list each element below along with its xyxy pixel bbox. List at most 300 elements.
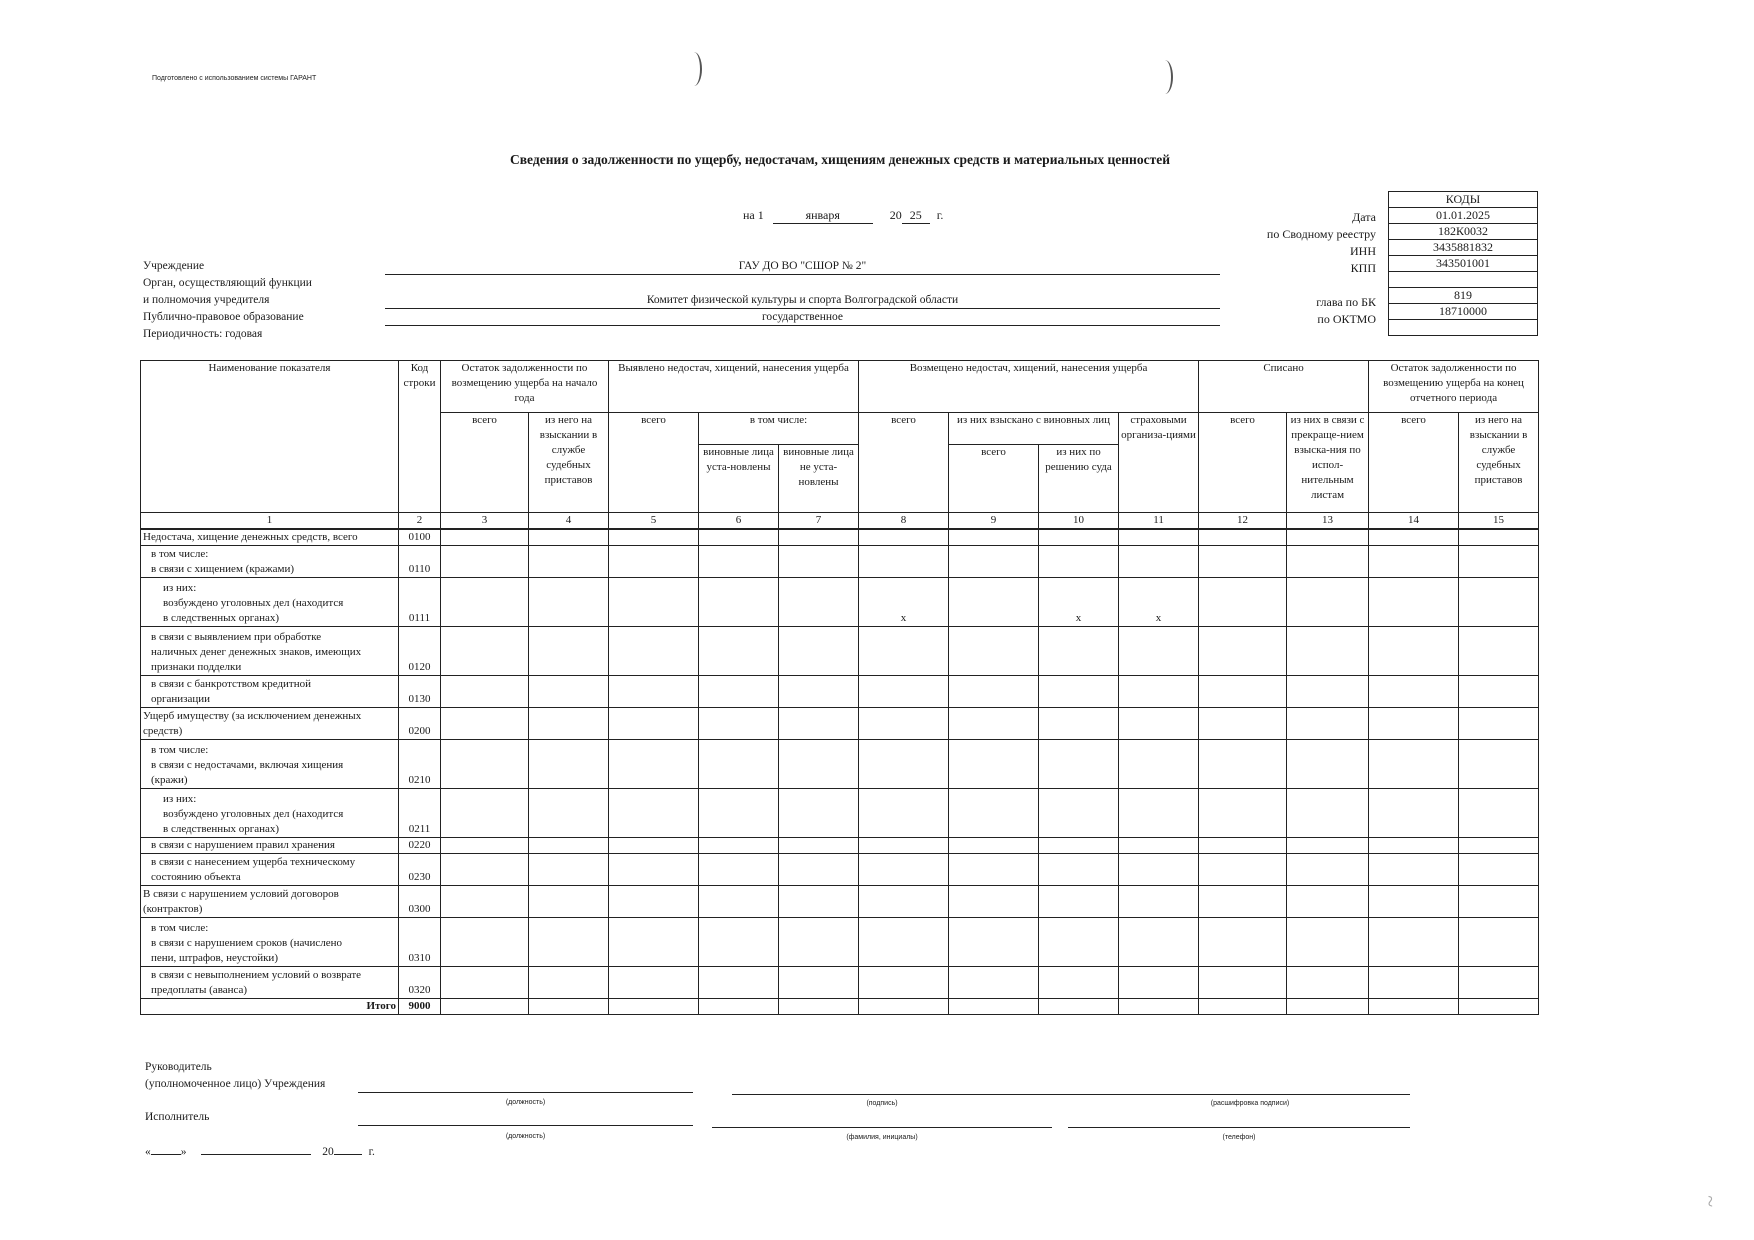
cell-not-applicable-mark: x xyxy=(859,578,949,627)
table-cell[interactable] xyxy=(609,967,699,999)
punch-hole-mark xyxy=(1157,60,1173,94)
table-cell[interactable] xyxy=(1039,789,1119,838)
caption-position-2: (должность) xyxy=(505,1133,546,1140)
executor-fio-line xyxy=(712,1126,1052,1128)
row-name: В связи с нарушением условий договоров (контрактов) xyxy=(141,886,399,918)
table-cell[interactable] xyxy=(1199,918,1287,967)
row-name: в связи с нанесением ущерба техническому состоянию объекта xyxy=(141,854,399,886)
col-header-written-off: Списано xyxy=(1199,361,1369,413)
table-cell[interactable] xyxy=(1287,676,1369,708)
table-cell[interactable] xyxy=(1199,854,1287,886)
pencil-page-mark: ~ xyxy=(1698,1195,1724,1207)
table-cell[interactable] xyxy=(1287,529,1369,546)
date-year-blank[interactable] xyxy=(334,1154,362,1155)
table-row xyxy=(141,918,1539,967)
table-cell[interactable] xyxy=(699,627,779,676)
col-number: 2 xyxy=(399,513,441,530)
date-g: г. xyxy=(368,1146,375,1158)
col-header-found: Выявлено недостач, хищений, нанесения ущерба xyxy=(609,361,859,413)
date-prefix: на 1 xyxy=(743,208,764,222)
table-cell[interactable] xyxy=(779,708,859,740)
table-cell[interactable] xyxy=(1459,789,1539,838)
table-cell[interactable] xyxy=(949,789,1039,838)
table-cell[interactable] xyxy=(609,529,699,546)
table-cell[interactable] xyxy=(1459,967,1539,999)
table-cell[interactable] xyxy=(1287,918,1369,967)
table-cell[interactable] xyxy=(949,578,1039,627)
table-cell[interactable] xyxy=(609,578,699,627)
table-cell[interactable] xyxy=(529,708,609,740)
col-header-code: Код строки xyxy=(399,361,441,513)
founder-value: Комитет физической культуры и спорта Волгоградской области xyxy=(385,294,1220,309)
table-cell[interactable] xyxy=(529,627,609,676)
table-cell[interactable] xyxy=(779,676,859,708)
col-6-known: виновные лица уста-новлены xyxy=(699,445,779,513)
table-row xyxy=(141,740,1539,789)
ppo-label: Публично-правовое образование xyxy=(143,311,304,323)
table-cell[interactable] xyxy=(609,999,699,1015)
table-row xyxy=(141,546,1539,578)
table-cell[interactable] xyxy=(609,838,699,854)
table-cell[interactable] xyxy=(1287,999,1369,1015)
table-cell[interactable] xyxy=(1287,838,1369,854)
row-name: в связи с нарушением правил хранения xyxy=(141,838,399,854)
table-row xyxy=(141,529,1539,546)
table-cell[interactable] xyxy=(779,918,859,967)
table-cell[interactable] xyxy=(1459,578,1539,627)
row-name: в связи с банкротством кредитной организации xyxy=(141,676,399,708)
institution-label: Учреждение xyxy=(143,260,205,272)
table-cell[interactable] xyxy=(859,676,949,708)
table-cell[interactable] xyxy=(1039,546,1119,578)
table-cell[interactable] xyxy=(1119,886,1199,918)
table-cell[interactable] xyxy=(1199,740,1287,789)
table-cell[interactable] xyxy=(1039,676,1119,708)
document-title: Сведения о задолженности по ущербу, недостачам, хищениям денежных средств и материальных ценностей xyxy=(510,152,1170,167)
codes-table xyxy=(1388,191,1538,336)
table-cell[interactable] xyxy=(859,546,949,578)
code-label-date: Дата xyxy=(1352,210,1376,224)
table-cell[interactable] xyxy=(699,578,779,627)
table-cell[interactable] xyxy=(529,578,609,627)
col-number: 10 xyxy=(1039,513,1119,530)
code-label-oktmo: по ОКТМО xyxy=(1317,312,1376,326)
periodicity-label: Периодичность: годовая xyxy=(143,328,263,340)
table-cell[interactable] xyxy=(949,708,1039,740)
table-cell[interactable] xyxy=(1119,918,1199,967)
col-15-bailiff: из него на взыскании в службе судебных приставов xyxy=(1459,413,1539,513)
table-cell[interactable] xyxy=(949,627,1039,676)
table-cell[interactable] xyxy=(1039,854,1119,886)
row-code: 0320 xyxy=(399,967,441,999)
table-cell[interactable] xyxy=(859,967,949,999)
caption-position: (должность) xyxy=(505,1099,546,1106)
table-cell[interactable] xyxy=(1369,967,1459,999)
table-cell[interactable] xyxy=(1459,546,1539,578)
table-cell[interactable] xyxy=(859,740,949,789)
col-6-7-including: в том числе: xyxy=(699,413,859,445)
table-cell[interactable] xyxy=(1287,578,1369,627)
table-cell[interactable] xyxy=(609,546,699,578)
debt-table xyxy=(140,360,1539,1015)
code-value-bk: 819 xyxy=(1389,288,1538,304)
table-cell[interactable] xyxy=(609,740,699,789)
row-name: в том числе: в связи с хищением (кражами) xyxy=(141,546,399,578)
executor-label: Исполнитель xyxy=(145,1111,210,1123)
table-cell[interactable] xyxy=(779,529,859,546)
row-code: 0220 xyxy=(399,838,441,854)
date-year-prefix: 20 xyxy=(889,208,902,222)
total-row xyxy=(141,999,1539,1015)
col-number: 14 xyxy=(1369,513,1459,530)
table-cell[interactable] xyxy=(859,854,949,886)
table-cell[interactable] xyxy=(1199,886,1287,918)
table-cell[interactable] xyxy=(1039,740,1119,789)
table-cell[interactable] xyxy=(1119,789,1199,838)
report-date xyxy=(743,208,943,224)
head-label-1: Руководитель xyxy=(145,1061,212,1073)
table-cell[interactable] xyxy=(441,627,529,676)
table-cell[interactable] xyxy=(441,838,529,854)
table-cell[interactable] xyxy=(699,886,779,918)
table-cell[interactable] xyxy=(1199,546,1287,578)
table-cell[interactable] xyxy=(441,676,529,708)
head-label-2: (уполномоченное лицо) Учреждения xyxy=(145,1078,326,1090)
table-cell[interactable] xyxy=(859,529,949,546)
table-row xyxy=(141,838,1539,854)
col-number: 6 xyxy=(699,513,779,530)
table-cell[interactable] xyxy=(949,676,1039,708)
col-header-start-balance: Остаток задолженности по возмещению ущерба на начало года xyxy=(441,361,609,413)
table-cell[interactable] xyxy=(779,627,859,676)
row-code: 0211 xyxy=(399,789,441,838)
table-cell[interactable] xyxy=(1199,627,1287,676)
col-5-total: всего xyxy=(609,413,699,513)
row-code: 0230 xyxy=(399,854,441,886)
col-header-end-balance: Остаток задолженности по возмещению ущерба на конец отчетного периода xyxy=(1369,361,1539,413)
row-name: Недостача, хищение денежных средств, всего xyxy=(141,529,399,546)
table-cell[interactable] xyxy=(949,967,1039,999)
code-value-inn: 3435881832 xyxy=(1389,240,1538,256)
col-8-total: всего xyxy=(859,413,949,513)
table-cell[interactable] xyxy=(529,740,609,789)
table-cell[interactable] xyxy=(1039,886,1119,918)
col-number: 5 xyxy=(609,513,699,530)
table-cell[interactable] xyxy=(1459,627,1539,676)
row-code: 0120 xyxy=(399,627,441,676)
table-cell[interactable] xyxy=(1199,708,1287,740)
table-cell[interactable] xyxy=(1459,918,1539,967)
row-name: в связи с невыполнением условий о возврате предоплаты (аванса) xyxy=(141,967,399,999)
table-cell[interactable] xyxy=(609,676,699,708)
table-cell[interactable] xyxy=(1287,886,1369,918)
row-code: 0210 xyxy=(399,740,441,789)
table-cell[interactable] xyxy=(859,789,949,838)
table-cell[interactable] xyxy=(779,740,859,789)
table-cell[interactable] xyxy=(1369,740,1459,789)
total-label: Итого xyxy=(141,999,399,1015)
table-cell[interactable] xyxy=(1369,789,1459,838)
table-cell[interactable] xyxy=(949,546,1039,578)
table-cell[interactable] xyxy=(1119,529,1199,546)
table-cell[interactable] xyxy=(1459,999,1539,1015)
table-row xyxy=(141,676,1539,708)
table-cell[interactable] xyxy=(1287,854,1369,886)
table-cell[interactable] xyxy=(1199,838,1287,854)
table-cell[interactable] xyxy=(1199,529,1287,546)
table-cell[interactable] xyxy=(1199,578,1287,627)
row-name: в том числе: в связи с нарушением сроков (начислено пени, штрафов, неустойки) xyxy=(141,918,399,967)
table-cell[interactable] xyxy=(1039,708,1119,740)
table-cell[interactable] xyxy=(441,578,529,627)
table-cell[interactable] xyxy=(529,546,609,578)
table-cell[interactable] xyxy=(441,854,529,886)
col-number: 12 xyxy=(1199,513,1287,530)
table-cell[interactable] xyxy=(529,854,609,886)
code-value-oktmo: 18710000 xyxy=(1389,304,1538,320)
table-cell[interactable] xyxy=(1369,838,1459,854)
table-cell[interactable] xyxy=(699,529,779,546)
row-code: 0111 xyxy=(399,578,441,627)
row-code: 0310 xyxy=(399,918,441,967)
col-7-unknown: виновные лица не уста-новлены xyxy=(779,445,859,513)
col-13-terminated: из них в связи с прекраще-нием взыска-ния по испол-нительным листам xyxy=(1287,413,1369,513)
table-cell[interactable] xyxy=(1369,529,1459,546)
code-label-kpp: КПП xyxy=(1350,261,1376,275)
caption-phone: (телефон) xyxy=(1222,1134,1256,1141)
table-cell[interactable] xyxy=(949,918,1039,967)
table-cell[interactable] xyxy=(1199,967,1287,999)
table-cell[interactable] xyxy=(1119,740,1199,789)
table-cell[interactable] xyxy=(699,854,779,886)
table-cell[interactable] xyxy=(609,886,699,918)
table-cell[interactable] xyxy=(699,967,779,999)
table-cell[interactable] xyxy=(779,999,859,1015)
table-cell[interactable] xyxy=(1459,529,1539,546)
table-cell[interactable] xyxy=(699,676,779,708)
table-cell[interactable] xyxy=(1039,999,1119,1015)
table-cell[interactable] xyxy=(529,918,609,967)
col-number: 11 xyxy=(1119,513,1199,530)
row-code: 0100 xyxy=(399,529,441,546)
col-number: 1 xyxy=(141,513,399,530)
table-cell[interactable] xyxy=(699,999,779,1015)
table-cell[interactable] xyxy=(859,886,949,918)
col-10-court: из них по решению суда xyxy=(1039,445,1119,513)
table-cell[interactable] xyxy=(1369,999,1459,1015)
table-cell[interactable] xyxy=(779,854,859,886)
code-value-kpp: 343501001 xyxy=(1389,256,1538,272)
date-suffix: г. xyxy=(936,208,944,222)
table-cell[interactable] xyxy=(779,967,859,999)
table-cell[interactable] xyxy=(949,854,1039,886)
table-cell[interactable] xyxy=(1119,854,1199,886)
table-cell[interactable] xyxy=(1369,578,1459,627)
table-cell[interactable] xyxy=(699,708,779,740)
table-cell[interactable] xyxy=(779,578,859,627)
table-cell[interactable] xyxy=(441,789,529,838)
garant-note: Подготовлено с использованием системы ГАРАНТ xyxy=(152,75,317,82)
table-cell[interactable] xyxy=(779,886,859,918)
table-cell[interactable] xyxy=(1369,854,1459,886)
col-number: 7 xyxy=(779,513,859,530)
table-cell[interactable] xyxy=(1369,546,1459,578)
table-row xyxy=(141,967,1539,999)
table-cell[interactable] xyxy=(1199,676,1287,708)
table-cell[interactable] xyxy=(1119,627,1199,676)
table-cell[interactable] xyxy=(1459,740,1539,789)
table-cell[interactable] xyxy=(1287,546,1369,578)
table-cell[interactable] xyxy=(779,838,859,854)
table-cell[interactable] xyxy=(609,918,699,967)
row-name: в связи с выявлением при обработке наличных денег денежных знаков, имеющих признаки подделки xyxy=(141,627,399,676)
table-cell[interactable] xyxy=(1459,854,1539,886)
table-cell[interactable] xyxy=(441,708,529,740)
table-cell[interactable] xyxy=(699,546,779,578)
table-cell[interactable] xyxy=(1459,708,1539,740)
table-cell[interactable] xyxy=(859,838,949,854)
col-number: 15 xyxy=(1459,513,1539,530)
table-cell[interactable] xyxy=(779,789,859,838)
table-cell[interactable] xyxy=(441,967,529,999)
col-number: 8 xyxy=(859,513,949,530)
table-cell[interactable] xyxy=(609,708,699,740)
cell-not-applicable-mark: x xyxy=(1119,578,1199,627)
table-cell[interactable] xyxy=(1039,918,1119,967)
table-cell[interactable] xyxy=(699,740,779,789)
column-numbers-row xyxy=(141,513,1539,530)
table-cell[interactable] xyxy=(1119,546,1199,578)
col-14-total: всего xyxy=(1369,413,1459,513)
date-quote-close: » xyxy=(180,1146,187,1158)
table-cell[interactable] xyxy=(949,740,1039,789)
table-cell[interactable] xyxy=(1287,740,1369,789)
table-cell[interactable] xyxy=(949,886,1039,918)
table-cell[interactable] xyxy=(529,838,609,854)
table-cell[interactable] xyxy=(529,967,609,999)
table-cell[interactable] xyxy=(1287,708,1369,740)
row-code: 0300 xyxy=(399,886,441,918)
table-cell[interactable] xyxy=(441,999,529,1015)
col-header-name: Наименование показателя xyxy=(141,361,399,513)
table-cell[interactable] xyxy=(1039,838,1119,854)
caption-signature-decode: (расшифровка подписи) xyxy=(1210,1100,1290,1107)
table-cell[interactable] xyxy=(1039,529,1119,546)
col-3-total: всего xyxy=(441,413,529,513)
debt-table-body xyxy=(141,529,1539,1015)
table-cell[interactable] xyxy=(1287,627,1369,676)
table-cell[interactable] xyxy=(609,854,699,886)
row-code: 0110 xyxy=(399,546,441,578)
table-cell[interactable] xyxy=(1287,789,1369,838)
row-code: 0200 xyxy=(399,708,441,740)
table-cell[interactable] xyxy=(1039,627,1119,676)
table-cell[interactable] xyxy=(1369,676,1459,708)
table-cell[interactable] xyxy=(859,918,949,967)
row-name: в том числе: в связи с недостачами, включая хищения (кражи) xyxy=(141,740,399,789)
table-cell[interactable] xyxy=(1119,838,1199,854)
table-cell[interactable] xyxy=(859,708,949,740)
date-year-prefix-2: 20 xyxy=(322,1146,334,1158)
table-cell[interactable] xyxy=(1119,967,1199,999)
table-cell[interactable] xyxy=(699,789,779,838)
table-cell[interactable] xyxy=(1459,886,1539,918)
col-12-total: всего xyxy=(1199,413,1287,513)
executor-phone-line xyxy=(1068,1126,1410,1128)
code-label-bk: глава по БК xyxy=(1316,295,1376,309)
punch-hole-mark xyxy=(686,52,702,86)
date-month-blank[interactable] xyxy=(201,1154,311,1155)
table-cell[interactable] xyxy=(529,676,609,708)
table-row xyxy=(141,789,1539,838)
table-cell[interactable] xyxy=(859,999,949,1015)
table-cell[interactable] xyxy=(1369,918,1459,967)
table-cell[interactable] xyxy=(529,999,609,1015)
date-month: января xyxy=(773,208,873,224)
table-cell[interactable] xyxy=(1459,838,1539,854)
date-quote-open: « xyxy=(145,1146,151,1158)
table-cell[interactable] xyxy=(1119,676,1199,708)
table-cell[interactable] xyxy=(699,918,779,967)
table-cell[interactable] xyxy=(609,789,699,838)
col-9-total: всего xyxy=(949,445,1039,513)
codes-header: КОДЫ xyxy=(1389,192,1538,208)
table-row xyxy=(141,854,1539,886)
table-row xyxy=(141,886,1539,918)
table-cell[interactable] xyxy=(441,918,529,967)
founder-label-line2: и полномочия учредителя xyxy=(143,294,270,306)
table-cell[interactable] xyxy=(1199,789,1287,838)
table-cell[interactable] xyxy=(1119,708,1199,740)
table-cell[interactable] xyxy=(441,546,529,578)
table-cell[interactable] xyxy=(1199,999,1287,1015)
table-cell[interactable] xyxy=(699,838,779,854)
total-code: 9000 xyxy=(399,999,441,1015)
table-cell[interactable] xyxy=(779,546,859,578)
table-cell[interactable] xyxy=(1459,676,1539,708)
table-cell[interactable] xyxy=(1039,967,1119,999)
table-cell[interactable] xyxy=(1369,708,1459,740)
executor-position-line xyxy=(358,1124,693,1126)
table-cell[interactable] xyxy=(529,886,609,918)
table-row xyxy=(141,578,1539,627)
col-4-bailiff: из него на взыскании в службе судебных приставов xyxy=(529,413,609,513)
table-cell[interactable] xyxy=(949,999,1039,1015)
table-cell[interactable] xyxy=(1119,999,1199,1015)
code-value-date: 01.01.2025 xyxy=(1389,208,1538,224)
ppo-value: государственное xyxy=(385,311,1220,326)
date-day-blank[interactable] xyxy=(151,1154,181,1155)
table-cell[interactable] xyxy=(529,529,609,546)
table-cell[interactable] xyxy=(1369,886,1459,918)
sign-date xyxy=(145,1146,375,1158)
col-header-compensated: Возмещено недостач, хищений, нанесения ущерба xyxy=(859,361,1199,413)
table-cell[interactable] xyxy=(1287,967,1369,999)
head-position-line xyxy=(358,1091,693,1093)
table-cell[interactable] xyxy=(1369,627,1459,676)
table-cell[interactable] xyxy=(949,529,1039,546)
table-cell[interactable] xyxy=(441,886,529,918)
table-cell[interactable] xyxy=(609,627,699,676)
code-value-registry: 182К0032 xyxy=(1389,224,1538,240)
code-label-inn: ИНН xyxy=(1350,244,1376,258)
institution-value: ГАУ ДО ВО "СШОР № 2" xyxy=(385,260,1220,275)
table-cell[interactable] xyxy=(529,789,609,838)
table-cell[interactable] xyxy=(949,838,1039,854)
table-cell[interactable] xyxy=(441,740,529,789)
table-cell[interactable] xyxy=(441,529,529,546)
table-cell[interactable] xyxy=(859,627,949,676)
